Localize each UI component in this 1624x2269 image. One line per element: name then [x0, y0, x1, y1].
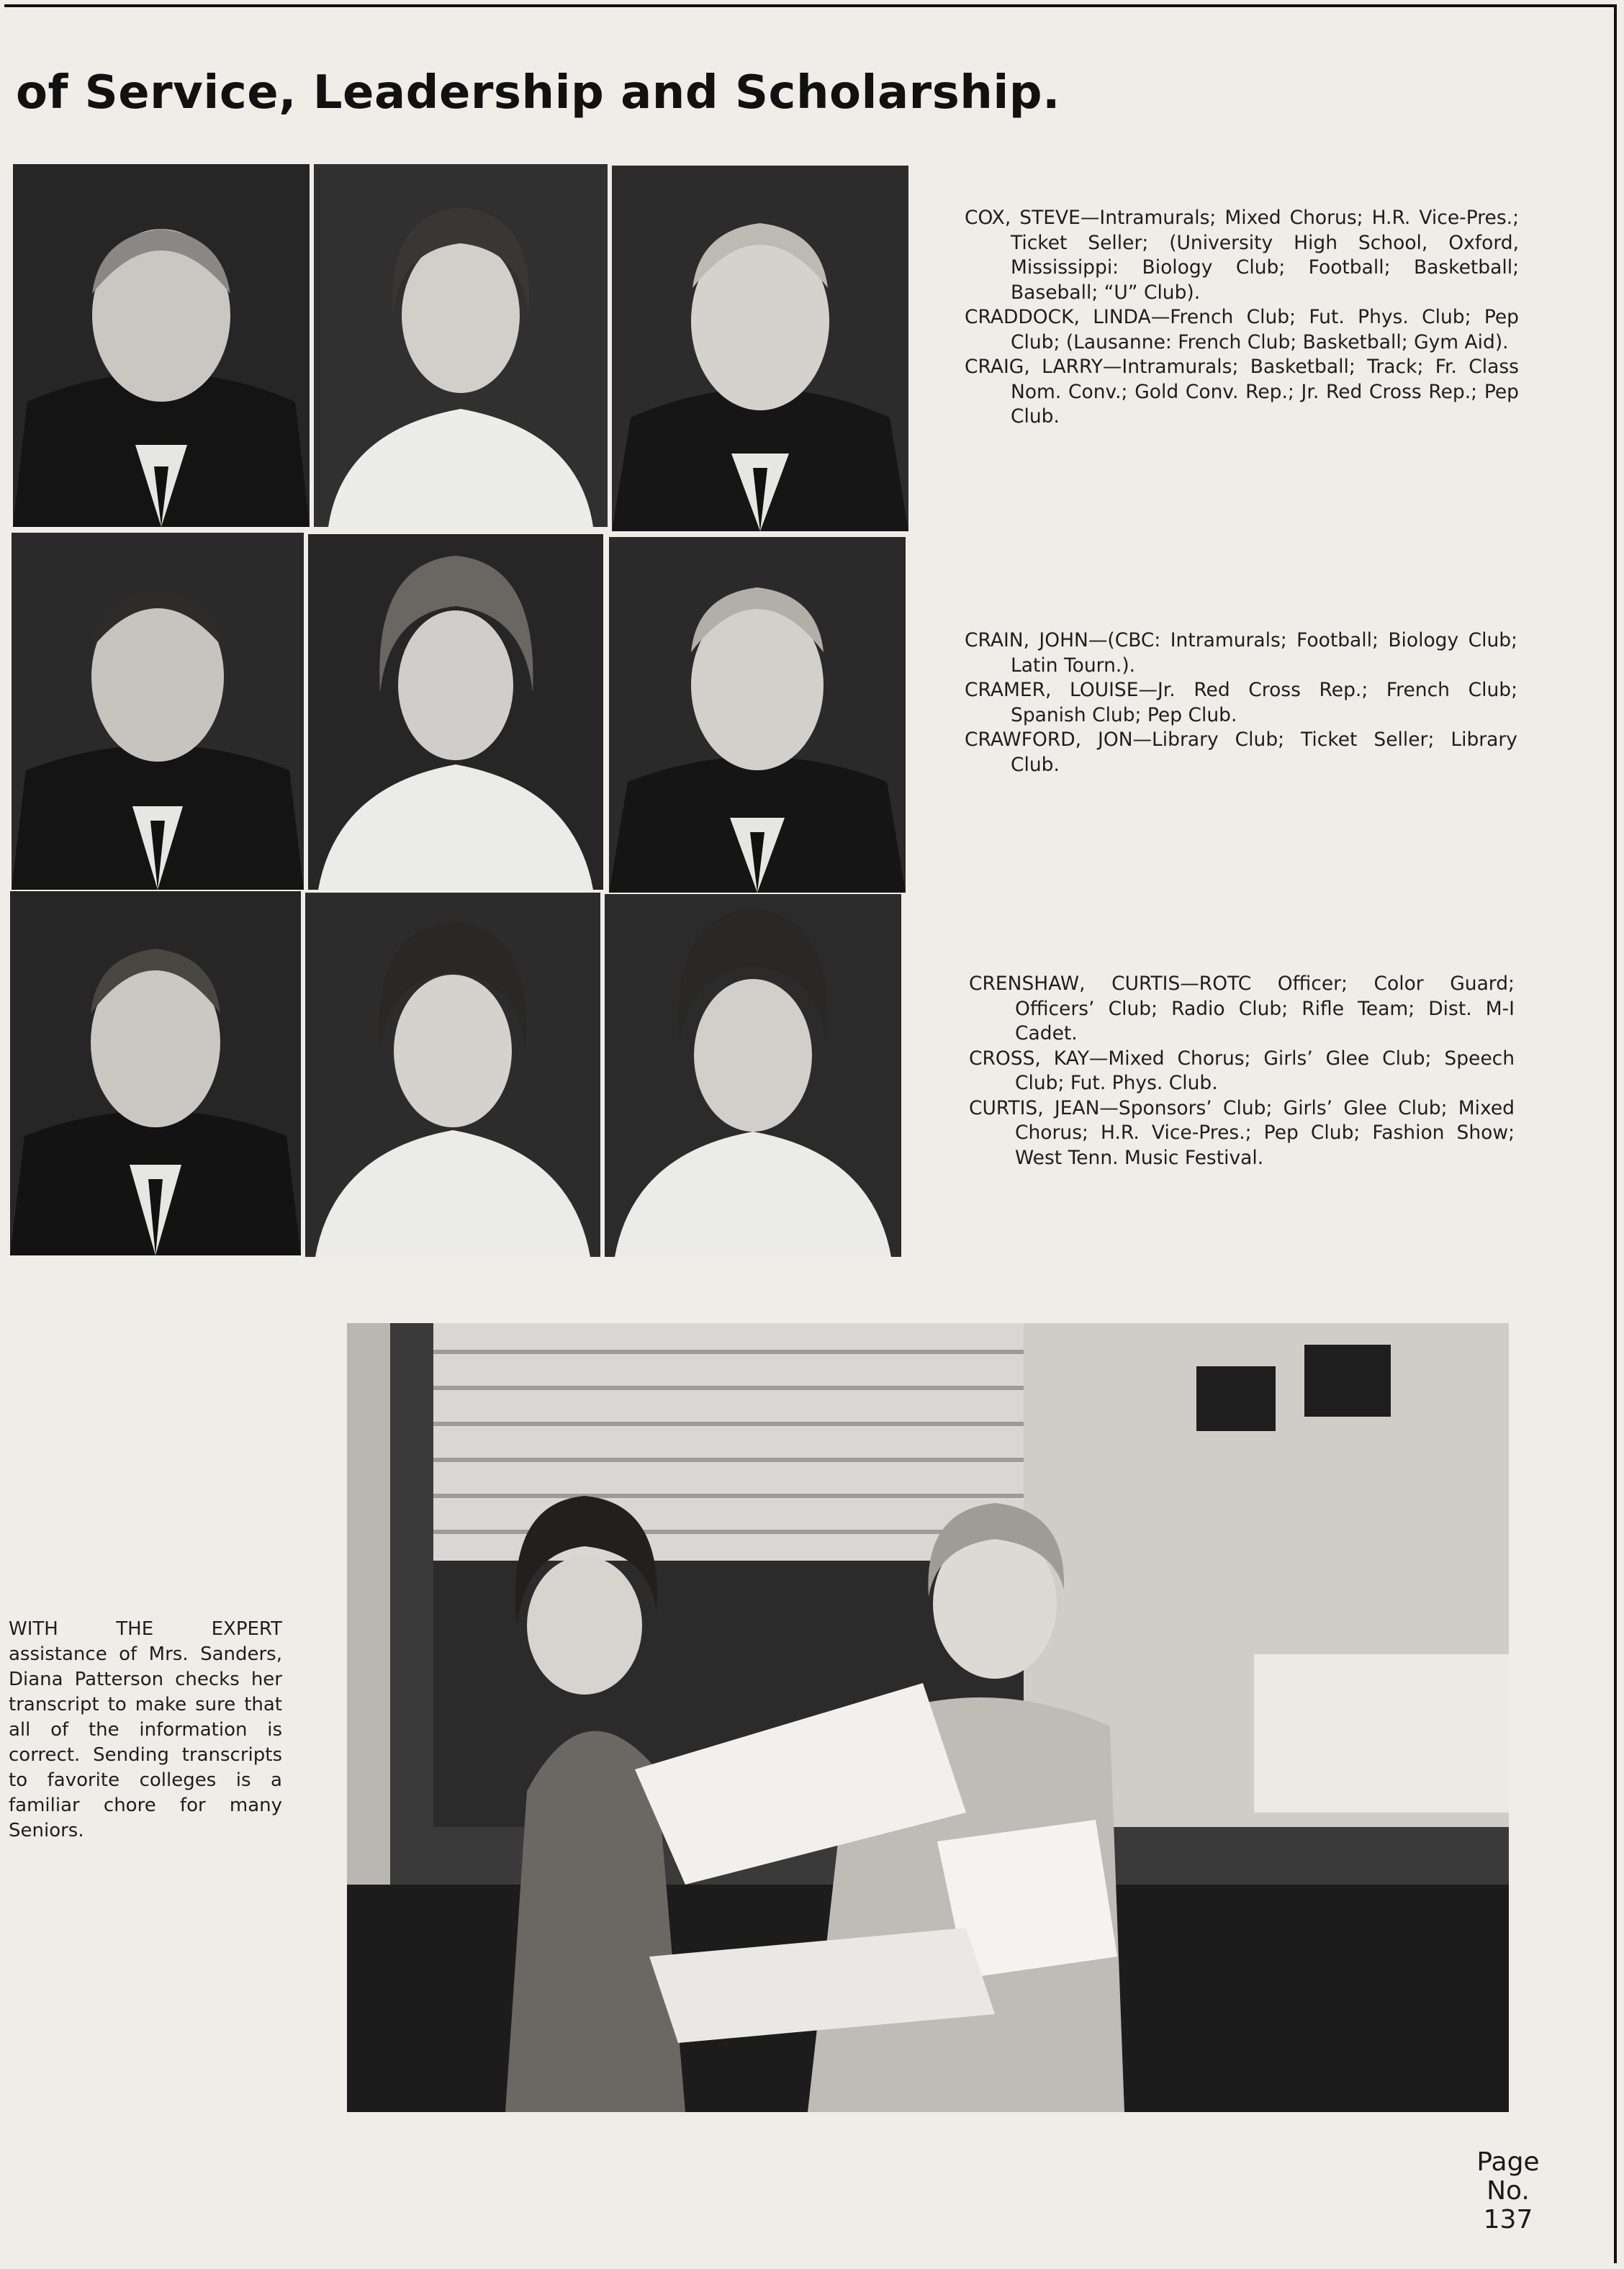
- bio-entry: CRENSHAW, CURTIS—ROTC Officer; Color Guard; Officers’ Club; Radio Club; Rifle Team; Dist. M-I Cadet.: [969, 973, 1515, 1045]
- page-number-label: Page: [1476, 2147, 1540, 2177]
- photo-caption: WITH THE EXPERT assistance of Mrs. Sanders, Diana Patterson checks her transcript to make sure that all of the information is correct. Sending transcripts to favorite colleges is a familiar chore for many Seniors.: [9, 1618, 282, 1841]
- page-number: [1469, 2148, 1548, 2234]
- page-number-value: 137: [1483, 2205, 1533, 2234]
- bio-group-middle: [965, 628, 1517, 777]
- bio-entry: CURTIS, JEAN—Sponsors’ Club; Girls’ Glee Club; Mixed Chorus; H.R. Vice-Pres.; Pep Club; Fashion Show; West Tenn. Music Festival.: [969, 1096, 1515, 1169]
- portrait-photo: [605, 894, 901, 1257]
- bio-entry: CROSS, KAY—Mixed Chorus; Girls’ Glee Club; Speech Club; Fut. Phys. Club.: [969, 1047, 1515, 1094]
- bio-entry: CRAMER, LOUISE—Jr. Red Cross Rep.; French Club; Spanish Club; Pep Club.: [965, 679, 1517, 726]
- portrait-photo: [10, 891, 301, 1255]
- bio-entry: CRADDOCK, LINDA—French Club; Fut. Phys. Club; Pep Club; (Lausanne: French Club; Basketball; Gym Aid).: [965, 306, 1519, 353]
- portrait-photo: [314, 164, 608, 527]
- office-photo: [347, 1323, 1509, 2112]
- bio-entry: CRAWFORD, JON—Library Club; Ticket Seller; Library Club.: [965, 728, 1517, 776]
- portrait-photo: [13, 164, 310, 527]
- portrait-photo: [609, 537, 906, 893]
- page-headline: of Service, Leadership and Scholarship.: [16, 66, 1060, 119]
- bio-group-bottom: [969, 972, 1515, 1170]
- bio-entry: COX, STEVE—Intramurals; Mixed Chorus; H.R. Vice-Pres.; Ticket Seller; (University High School, Oxford, Mississippi: Biology Club; Football; Basketball; Baseball; “U” Club).: [965, 207, 1519, 304]
- portrait-photo: [612, 166, 908, 531]
- bio-entry: CRAIG, LARRY—Intramurals; Basketball; Track; Fr. Class Nom. Conv.; Gold Conv. Rep.; Jr. Red Cross Rep.; Pep Club.: [965, 356, 1519, 428]
- page-number-abbrev: No.: [1487, 2176, 1530, 2206]
- portrait-photo: [305, 893, 600, 1257]
- portrait-photo: [12, 533, 304, 890]
- bio-entry: CRAIN, JOHN—(CBC: Intramurals; Football; Biology Club; Latin Tourn.).: [965, 629, 1517, 677]
- portrait-photo: [308, 534, 603, 890]
- bio-group-top: [965, 206, 1519, 430]
